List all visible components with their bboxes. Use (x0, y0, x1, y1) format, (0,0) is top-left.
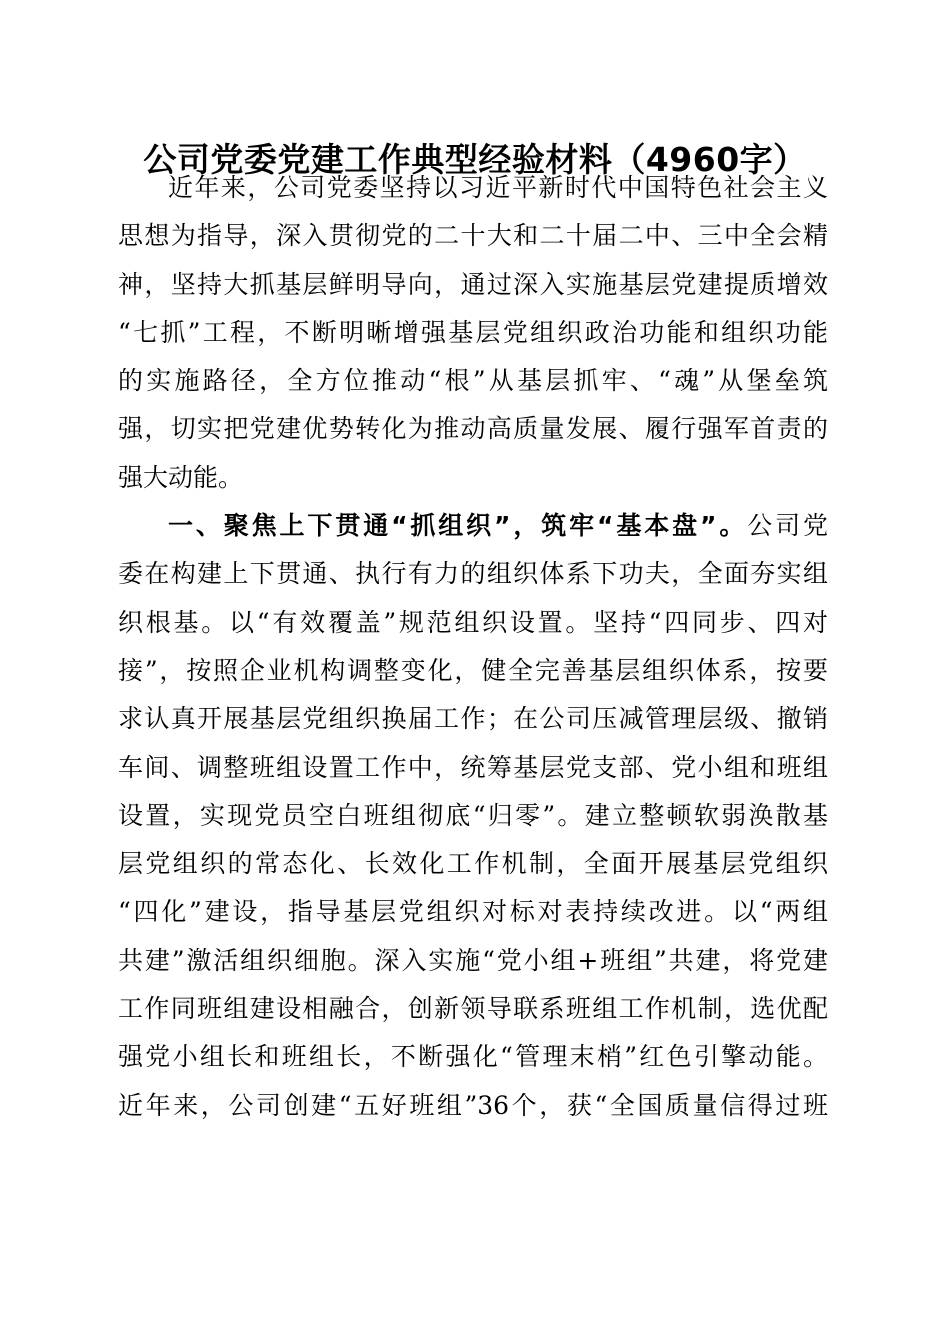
text-line: 层党组织的常态化、长效化工作机制，全面开展基层党组织 (118, 849, 828, 879)
text-line: “七抓”工程，不断明晰增强基层党组织政治功能和组织功能 (118, 317, 828, 347)
document-body (118, 164, 828, 1130)
text-line: 思想为指导，深入贯彻党的二十大和二十届二中、三中全会精 (118, 221, 828, 251)
text-line: 近年来，公司党委坚持以习近平新时代中国特色社会主义 (168, 173, 828, 202)
text-line: 接”，按照企业机构调整变化，健全完善基层组织体系，按要 (118, 655, 828, 685)
heading-line-rest: 公司党 (747, 511, 828, 541)
document-title: 公司党委党建工作典型经验材料（4960字） (143, 140, 807, 179)
text-line: 设置，实现党员空白班组彻底“归零”。建立整顿软弱涣散基 (118, 800, 828, 830)
text-line: 强党小组长和班组长，不断强化“管理末梢”红色引擎动能。 (118, 1042, 828, 1072)
section-heading-line (118, 502, 828, 550)
section-one-paragraph (118, 502, 828, 1130)
text-line: 神，坚持大抓基层鲜明导向，通过深入实施基层党建提质增效 (118, 269, 828, 299)
text-line: 车间、调整班组设置工作中，统筹基层党支部、党小组和班组 (118, 752, 828, 782)
text-line: 近年来，公司创建“五好班组”36个，获“全国质量信得过班 (118, 1090, 828, 1120)
text-line: 求认真开展基层党组织换届工作；在公司压减管理层级、撤销 (118, 704, 828, 734)
text-line: 的实施路径，全方位推动“根”从基层抓牢、“魂”从堡垒筑 (118, 366, 828, 396)
text-line: 工作同班组建设相融合，创新领导联系班组工作机制，选优配 (118, 994, 828, 1024)
text-line: “四化”建设，指导基层党组织对标对表持续改进。以“两组 (118, 897, 828, 927)
section-heading: 一、聚焦上下贯通“抓组织”，筑牢“基本盘”。 (168, 511, 748, 541)
text-line: 强大动能。 (118, 462, 244, 492)
text-line: 强，切实把党建优势转化为推动高质量发展、履行强军首责的 (118, 414, 828, 444)
intro-paragraph (118, 164, 828, 502)
text-line: 共建”激活组织细胞。深入实施“党小组+班组”共建，将党建 (118, 945, 828, 975)
text-line: 委在构建上下贯通、执行有力的组织体系下功夫，全面夯实组 (118, 559, 828, 589)
text-line: 织根基。以“有效覆盖”规范组织设置。坚持“四同步、四对 (118, 607, 828, 637)
